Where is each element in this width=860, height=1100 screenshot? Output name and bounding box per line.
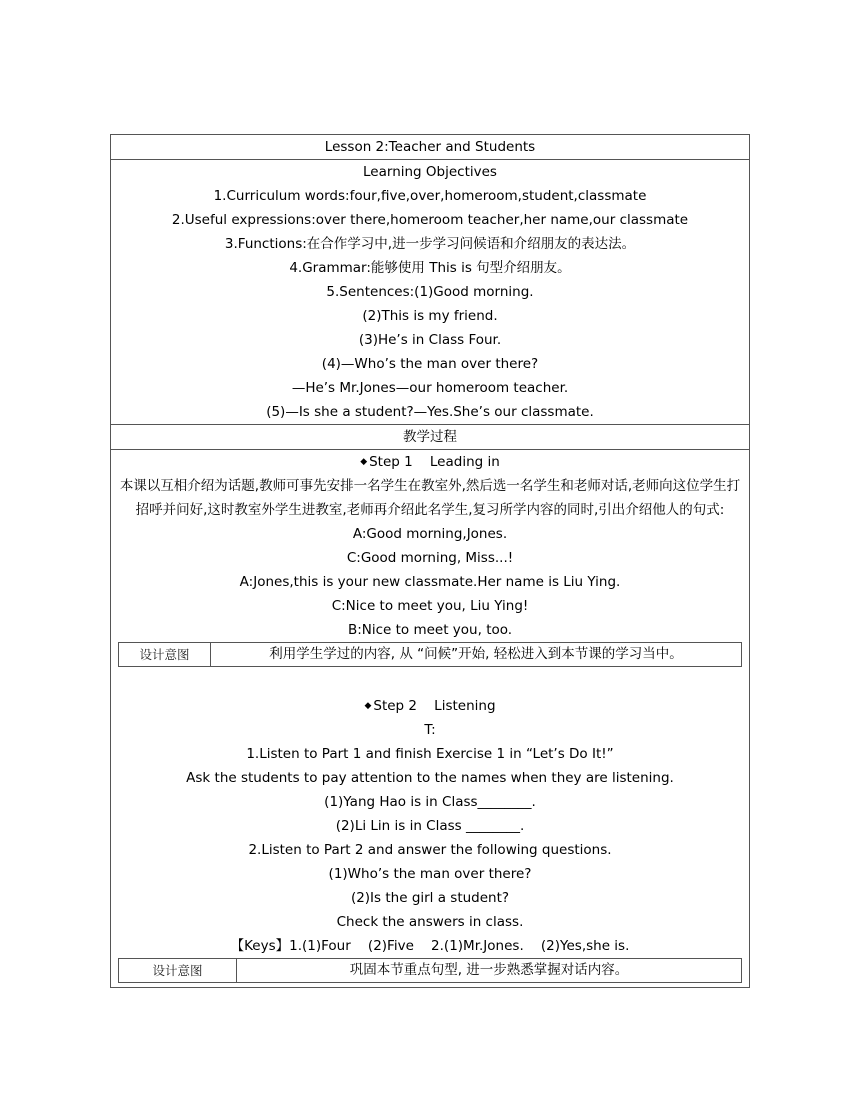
step1-design-intent-table	[118, 642, 742, 667]
dialogue-line: A:Jones,this is your new classmate.Her name is Liu Ying.	[239, 574, 621, 590]
design-intent-label: 设计意图	[119, 959, 237, 982]
step2-line: Check the answers in class.	[336, 914, 524, 930]
process-section	[111, 450, 749, 987]
step1-paragraph: 本课以互相介绍为话题,教师可事先安排一名学生在教室外,然后选一名学生和老师对话,老师向这位学生打招呼并问好,这时教室外学生进教室,老师再介绍此名学生,复习所学内容的同时,引出介绍他人的句式:	[119, 478, 741, 518]
objective-line: 5.Sentences:(1)Good morning.	[326, 284, 534, 300]
step2-line: (1)Who’s the man over there?	[328, 866, 532, 882]
objective-line: —He’s Mr.Jones—our homeroom teacher.	[291, 380, 569, 396]
dialogue-line: C:Good morning, Miss...!	[346, 550, 514, 566]
step1-heading	[111, 450, 749, 474]
diamond-bullet-icon: ◆	[364, 701, 372, 711]
step2-line: (1)Yang Hao is in Class________.	[324, 794, 536, 810]
step2-title: Step 2 Listening	[373, 698, 496, 714]
step2-line: (2)Li Lin is in Class ________.	[335, 818, 525, 834]
objective-line: (3)He’s in Class Four.	[358, 332, 502, 348]
objective-line: (2)This is my friend.	[362, 308, 498, 324]
objective-line: 4.Grammar:能够使用 This is 句型介绍朋友。	[289, 260, 571, 276]
objectives-heading: Learning Objectives	[363, 164, 497, 180]
lesson-plan-table	[110, 134, 750, 988]
lesson-title-row	[111, 135, 749, 160]
design-intent-text: 巩固本节重点句型, 进一步熟悉掌握对话内容。	[349, 962, 629, 978]
objective-line: 2.Useful expressions:over there,homeroom teacher,her name,our classmate	[171, 212, 689, 228]
step2-line: T:	[424, 722, 436, 738]
objective-line: 3.Functions:在合作学习中,进一步学习问候语和介绍朋友的表达法。	[224, 236, 636, 252]
design-intent-label: 设计意图	[119, 643, 211, 666]
objective-line: (4)—Who’s the man over there?	[321, 356, 539, 372]
step2-heading	[111, 694, 749, 718]
step2-design-intent-table	[118, 958, 742, 983]
design-intent-text: 利用学生学过的内容, 从 “问候”开始, 轻松进入到本节课的学习当中。	[269, 646, 683, 662]
objective-line: (5)—Is she a student?—Yes.She’s our classmate.	[266, 404, 594, 420]
step1-title: Step 1 Leading in	[369, 454, 500, 470]
lesson-title: Lesson 2:Teacher and Students	[324, 139, 536, 155]
keys-line: 【Keys】1.(1)Four (2)Five 2.(1)Mr.Jones. (2)Yes,she is.	[230, 938, 630, 954]
process-heading-row	[111, 425, 749, 450]
dialogue-line: A:Good morning,Jones.	[352, 526, 508, 542]
objectives-section	[111, 160, 749, 425]
step2-line: 1.Listen to Part 1 and finish Exercise 1 in “Let’s Do It!”	[246, 746, 614, 762]
objective-line: 1.Curriculum words:four,five,over,homeroom,student,classmate	[213, 188, 647, 204]
step2-line: (2)Is the girl a student?	[350, 890, 510, 906]
dialogue-line: C:Nice to meet you, Liu Ying!	[331, 598, 529, 614]
dialogue-line: B:Nice to meet you, too.	[347, 622, 513, 638]
step2-line: 2.Listen to Part 2 and answer the following questions.	[248, 842, 612, 858]
diamond-bullet-icon: ◆	[360, 457, 368, 467]
step2-line: Ask the students to pay attention to the names when they are listening.	[186, 770, 674, 786]
process-heading: 教学过程	[403, 429, 457, 445]
